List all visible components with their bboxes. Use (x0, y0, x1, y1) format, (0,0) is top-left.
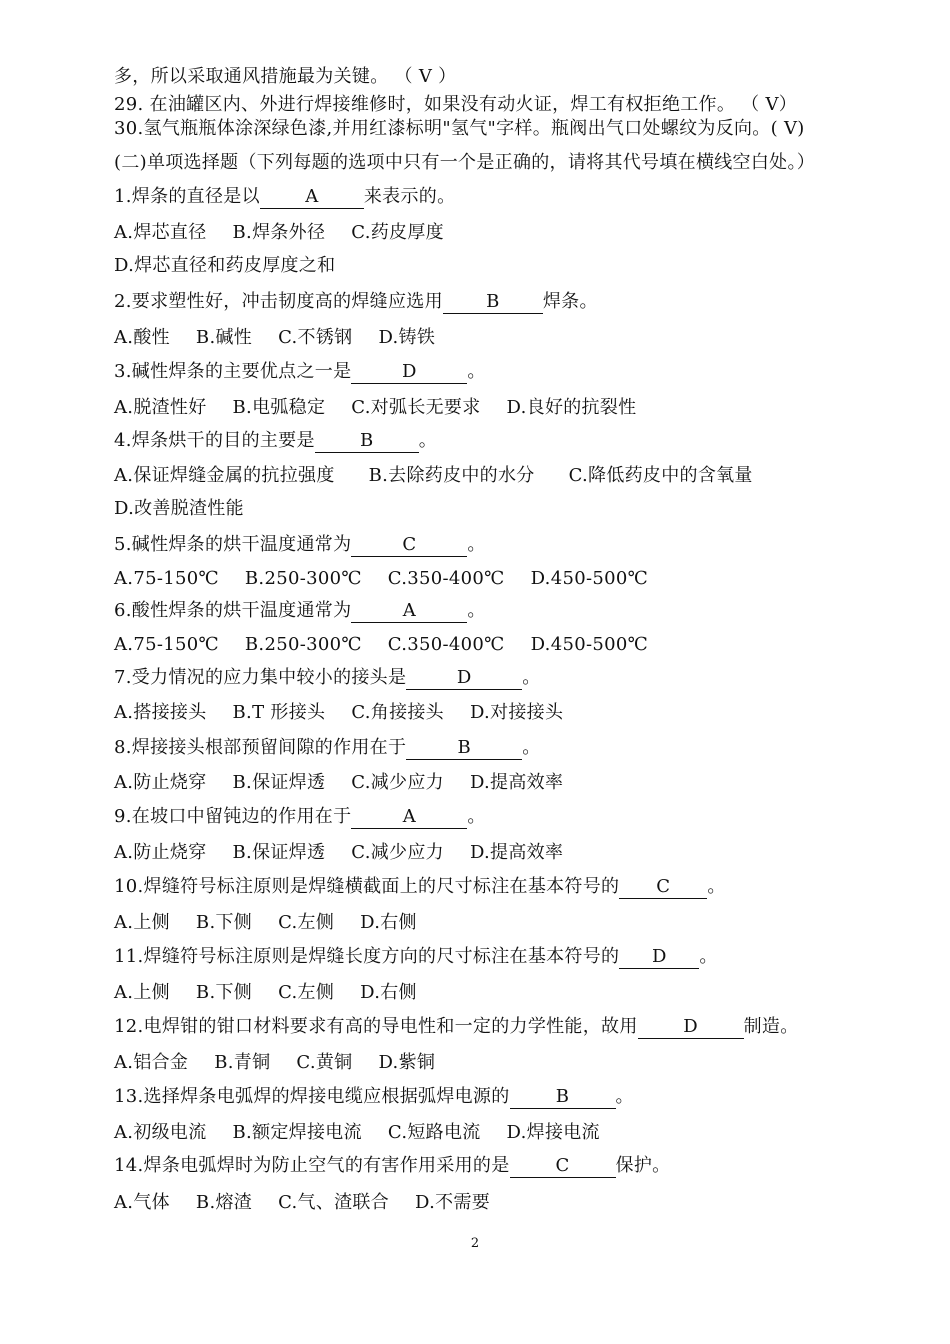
question-text-end: 。 (467, 361, 486, 382)
question-text-end: 。 (467, 600, 486, 621)
option-row (114, 1194, 516, 1212)
answer-blank: B (406, 739, 522, 760)
option-a: A.上侧 (114, 912, 170, 933)
question-text: 6.酸性焊条的烘干温度通常为 (114, 600, 352, 621)
question-text-end: 。 (522, 737, 541, 758)
option-c: C.角接接头 (351, 702, 444, 723)
option-c: C.药皮厚度 (351, 222, 444, 243)
option-a: A.75-150℃ (114, 634, 219, 655)
question-text-end: 。 (707, 876, 726, 897)
question-text: 11.焊缝符号标注原则是焊缝长度方向的尺寸标注在基本符号的 (114, 946, 620, 967)
question-text: 7.受力情况的应力集中较小的接头是 (114, 667, 407, 688)
option-a: A.防止烧穿 (114, 772, 207, 793)
option-d: D.提高效率 (469, 842, 564, 863)
option-d: D.不需要 (415, 1192, 491, 1213)
answer-blank: A (351, 808, 467, 829)
option-b: B.保证焊透 (232, 842, 326, 863)
question-text: 3.碱性焊条的主要优点之一是 (114, 361, 352, 382)
option-c: C.对弧长无要求 (351, 397, 481, 418)
option-b: B.焊条外径 (232, 222, 326, 243)
option-c: C.黄铜 (296, 1052, 353, 1073)
option-b: B.去除药皮中的水分 (368, 465, 535, 486)
option-d: D.右侧 (360, 912, 417, 933)
question-text: 13.选择焊条电弧焊的焊接电缆应根据弧焊电源的 (114, 1086, 510, 1107)
question-stem (114, 739, 541, 757)
answer-blank: B (510, 1088, 616, 1109)
option-d: D.450-500℃ (530, 568, 649, 589)
option-d: D.焊接电流 (506, 1122, 600, 1143)
option-row (114, 399, 662, 417)
question-text: 2.要求塑性好，冲击韧度高的焊缝应选用 (114, 291, 443, 312)
option-row (114, 914, 443, 932)
question-text-end: 来表示的。 (363, 186, 456, 207)
answer-blank: B (315, 432, 419, 453)
option-d: D.右侧 (360, 982, 417, 1003)
option-a: A.防止烧穿 (114, 842, 207, 863)
answer-blank: D (619, 948, 699, 969)
question-stem (114, 363, 486, 381)
text-line-2: 29. 在油罐区内、外进行焊接维修时，如果没有动火证，焊工有权拒绝工作。 （ V） (114, 94, 798, 115)
question-text: 12.电焊钳的钳口材料要求有高的导电性和一定的力学性能，故用 (114, 1016, 638, 1037)
option-row (114, 224, 470, 242)
question-text-end: 。 (467, 806, 486, 827)
question-text-end: 。 (418, 430, 438, 451)
option-a: A.初级电流 (114, 1122, 207, 1143)
question-text-end: 。 (615, 1086, 634, 1107)
question-stem (114, 1157, 670, 1175)
question-text-end: 焊条。 (542, 291, 598, 312)
option-a: A.75-150℃ (114, 568, 219, 589)
option-a: A.搭接接头 (114, 702, 207, 723)
option-b: B.T 形接头 (232, 702, 326, 723)
option-d: D.紫铜 (378, 1052, 436, 1073)
option-d: D.提高效率 (469, 772, 564, 793)
option-c: C.不锈钢 (278, 327, 353, 348)
option-c: C.减少应力 (351, 842, 444, 863)
option-a: A.脱渣性好 (114, 397, 207, 418)
question-text-end: 。 (522, 667, 541, 688)
option-a: A.酸性 (114, 327, 170, 348)
question-text-end: 制造。 (743, 1016, 799, 1037)
question-stem (114, 948, 718, 966)
option-b: B.下侧 (195, 912, 253, 933)
answer-blank: D (638, 1018, 744, 1039)
option-b: B.保证焊透 (232, 772, 326, 793)
question-text: 4.焊条烘干的目的主要是 (114, 430, 315, 451)
option-b: B.250-300℃ (244, 634, 362, 655)
option-c: C.350-400℃ (387, 634, 505, 655)
answer-blank: A (260, 188, 364, 209)
option-b: B.电弧稳定 (232, 397, 326, 418)
question-stem (114, 293, 598, 311)
option-row (114, 774, 589, 792)
answer-blank: D (351, 363, 467, 384)
question-text-end: 。 (699, 946, 718, 967)
option-b: B.青铜 (214, 1052, 271, 1073)
answer-blank: D (406, 669, 522, 690)
option-a: A.上侧 (114, 982, 170, 1003)
option-a: A.气体 (114, 1192, 170, 1213)
option-row (114, 844, 589, 862)
page-number: 2 (470, 1236, 480, 1251)
question-stem (114, 1018, 799, 1036)
option-b: B.额定焊接电流 (232, 1122, 362, 1143)
option-d: D.改善脱渣性能 (114, 498, 244, 519)
option-row (114, 636, 674, 654)
text-line-1: 多，所以采取通风措施最为关键。 （ V ） (114, 66, 457, 87)
question-stem (114, 1088, 634, 1106)
section-heading: (二)单项选择题（下列每题的选项中只有一个是正确的，请将其代号填在横线空白处。） (114, 152, 816, 173)
question-stem (114, 878, 726, 896)
option-b: B.250-300℃ (244, 568, 362, 589)
question-stem (114, 602, 486, 620)
option-c: C.短路电流 (387, 1122, 481, 1143)
option-d: D.铸铁 (378, 327, 436, 348)
option-b: B.熔渣 (195, 1192, 253, 1213)
answer-blank: C (619, 878, 707, 899)
option-row (114, 329, 461, 347)
question-stem (114, 808, 486, 826)
answer-blank: C (351, 536, 467, 557)
question-text-end: 。 (467, 534, 486, 555)
option-row (114, 1054, 461, 1072)
question-text: 5.碱性焊条的烘干温度通常为 (114, 534, 352, 555)
option-d: D.对接接头 (469, 702, 564, 723)
option-c: C.350-400℃ (387, 568, 505, 589)
option-row (114, 984, 443, 1002)
question-stem (114, 188, 455, 206)
question-stem (114, 669, 541, 687)
question-text: 10.焊缝符号标注原则是焊缝横截面上的尺寸标注在基本符号的 (114, 876, 620, 897)
option-row-2 (114, 500, 244, 518)
option-c: C.左侧 (278, 982, 335, 1003)
option-a: A.保证焊缝金属的抗拉强度 (114, 465, 335, 486)
option-d: D.450-500℃ (530, 634, 649, 655)
option-row (114, 467, 787, 485)
answer-blank: C (510, 1157, 616, 1178)
option-c: C.减少应力 (351, 772, 444, 793)
option-c: C.气、渣联合 (278, 1192, 390, 1213)
option-row (114, 704, 589, 722)
option-a: A.铝合金 (114, 1052, 189, 1073)
option-row (114, 1124, 626, 1142)
question-text: 8.焊接接头根部预留间隙的作用在于 (114, 737, 407, 758)
option-b: B.下侧 (195, 982, 253, 1003)
question-stem (114, 432, 437, 450)
question-text: 9.在坡口中留钝边的作用在于 (114, 806, 352, 827)
option-d: D.焊芯直径和药皮厚度之和 (114, 255, 336, 276)
option-row-2 (114, 257, 335, 275)
question-text: 14.焊条电弧焊时为防止空气的有害作用采用的是 (114, 1155, 510, 1176)
option-d: D.良好的抗裂性 (506, 397, 637, 418)
question-text-end: 保护。 (615, 1155, 671, 1176)
answer-blank: B (443, 293, 543, 314)
text-line-3: 30.氢气瓶瓶体涂深绿色漆,并用红漆标明"氢气"字样。瓶阀出气口处螺纹为反向。( V) (114, 118, 805, 139)
answer-blank: A (351, 602, 467, 623)
option-b: B.碱性 (195, 327, 253, 348)
option-a: A.焊芯直径 (114, 222, 207, 243)
option-c: C.降低药皮中的含氧量 (568, 465, 753, 486)
option-row (114, 570, 674, 588)
option-c: C.左侧 (278, 912, 335, 933)
question-text: 1.焊条的直径是以 (114, 186, 260, 207)
question-stem (114, 536, 486, 554)
